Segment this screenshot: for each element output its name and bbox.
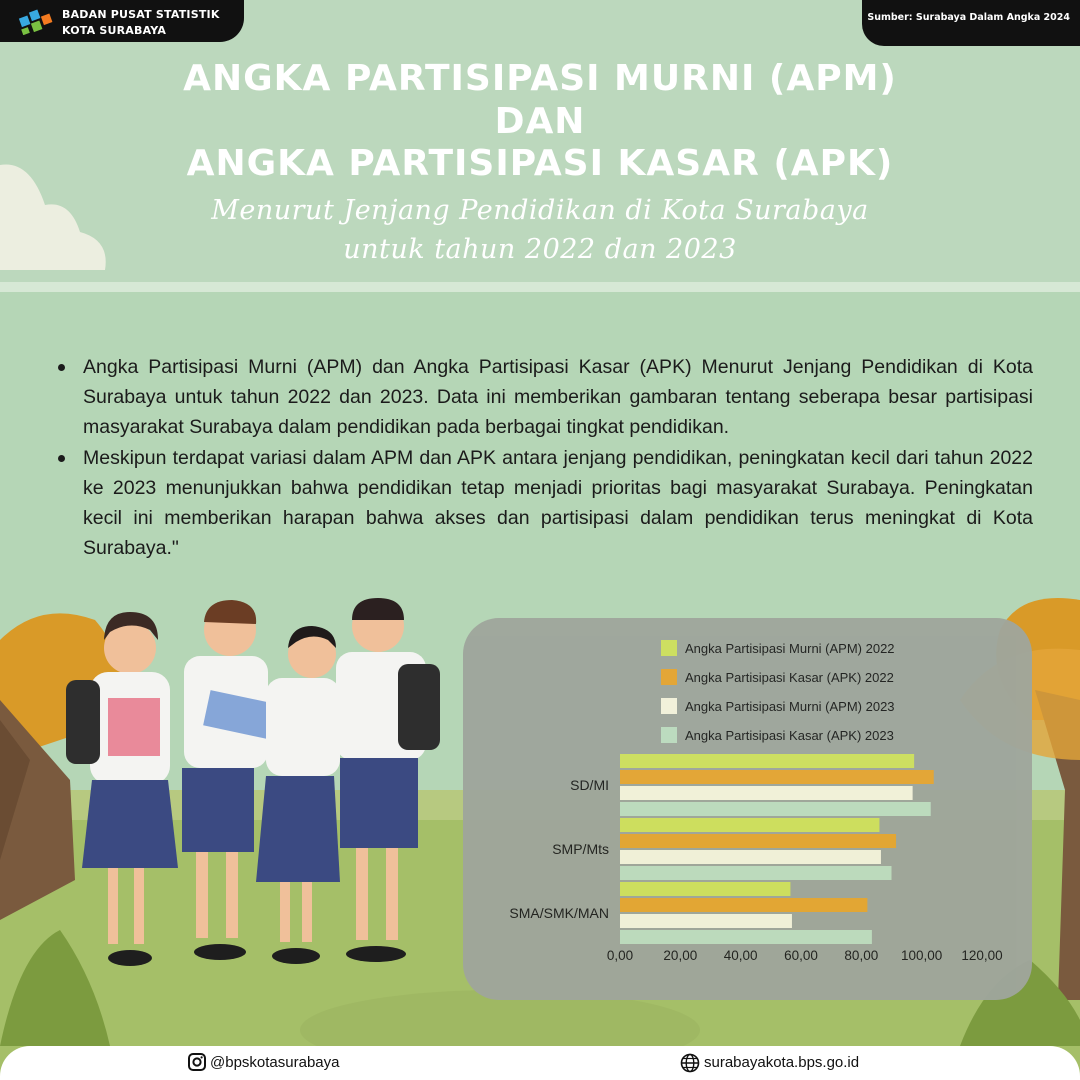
bar-chart (463, 618, 1032, 1000)
source-badge (862, 0, 1080, 46)
chart-bar (620, 754, 914, 768)
x-tick-label: 20,00 (663, 948, 698, 963)
instagram-icon (188, 1053, 206, 1071)
title-line-1: ANGKA PARTISIPASI MURNI (APM) (183, 58, 897, 99)
x-tick-label: 120,00 (961, 948, 1003, 963)
website-link[interactable]: surabayakota.bps.go.id (704, 1054, 860, 1071)
legend-swatch (661, 698, 677, 714)
chart-bar (620, 850, 881, 864)
legend-swatch (661, 640, 677, 656)
chart-bar (620, 786, 913, 800)
bullet-dot (58, 364, 65, 371)
legend-swatch (661, 669, 677, 685)
category-label: SD/MI (570, 777, 609, 793)
bps-badge (0, 0, 244, 42)
title-line-3: ANGKA PARTISIPASI KASAR (APK) (186, 143, 894, 184)
chart-bar (620, 930, 872, 944)
divider (0, 282, 1080, 292)
bullet-text: Meskipun terdapat variasi dalam APM dan APK antara jenjang pendidikan, peningkatan kecil dari tahun 2022 ke 2023 menunjukkan bahwa pendidikan tetap menjadi prioritas bagi masyarakat Surabaya. Peningkatan kecil ini memberikan harapan bahwa akses dan partisipasi dalam pendidikan terus meningkat di Kota Surabaya." (83, 446, 1033, 560)
chart-bar (620, 866, 892, 880)
bullet-item (58, 443, 1033, 564)
org-name-line1: BADAN PUSAT STATISTIK (62, 8, 220, 21)
bps-logo-icon (18, 7, 58, 35)
legend-label: Angka Partisipasi Kasar (APK) 2022 (685, 670, 894, 685)
x-tick-label: 100,00 (901, 948, 943, 963)
chart-bar (620, 770, 934, 784)
legend-label: Angka Partisipasi Murni (APM) 2022 (685, 641, 895, 656)
bullet-item (58, 352, 1033, 443)
category-label: SMP/Mts (552, 841, 609, 857)
x-tick-label: 40,00 (723, 948, 758, 963)
chart-bar (620, 898, 867, 912)
x-tick-label: 60,00 (784, 948, 818, 963)
chart-bar (620, 818, 879, 832)
chart-bar (620, 834, 896, 848)
globe-icon (680, 1053, 700, 1073)
legend-label: Angka Partisipasi Kasar (APK) 2023 (685, 728, 894, 743)
chart-bar (620, 914, 792, 928)
footer (0, 1046, 1080, 1080)
instagram-handle[interactable]: @bpskotasurabaya (210, 1054, 340, 1071)
x-tick-label: 80,00 (844, 948, 879, 963)
legend-label: Angka Partisipasi Murni (APM) 2023 (685, 699, 895, 714)
students-illustration (66, 598, 440, 966)
title-line-2: DAN (494, 101, 586, 142)
bullet-list (58, 352, 1033, 563)
chart-bar (620, 882, 790, 896)
chart-bar (620, 802, 931, 816)
org-name-line2: KOTA SURABAYA (62, 24, 167, 37)
legend-swatch (661, 727, 677, 743)
subtitle-line-1: Menurut Jenjang Pendidikan di Kota Surabaya (211, 195, 869, 226)
subtitle-line-2: untuk tahun 2022 dan 2023 (343, 234, 737, 265)
bullet-text: Angka Partisipasi Murni (APM) dan Angka Partisipasi Kasar (APK) Menurut Jenjang Pendidikan di Kota Surabaya untuk tahun 2022 dan 2023. Data ini memberikan gambaran tentang seberapa besar partisipasi masyarakat Surabaya dalam pendidikan pada berbagai tingkat pendidikan. (83, 356, 1033, 439)
chart-panel (463, 618, 1032, 1000)
x-tick-label: 0,00 (606, 948, 634, 963)
source-text: Sumber: Surabaya Dalam Angka 2024 (867, 12, 1070, 23)
bullet-dot (58, 455, 65, 462)
category-label: SMA/SMK/MAN (509, 905, 609, 921)
